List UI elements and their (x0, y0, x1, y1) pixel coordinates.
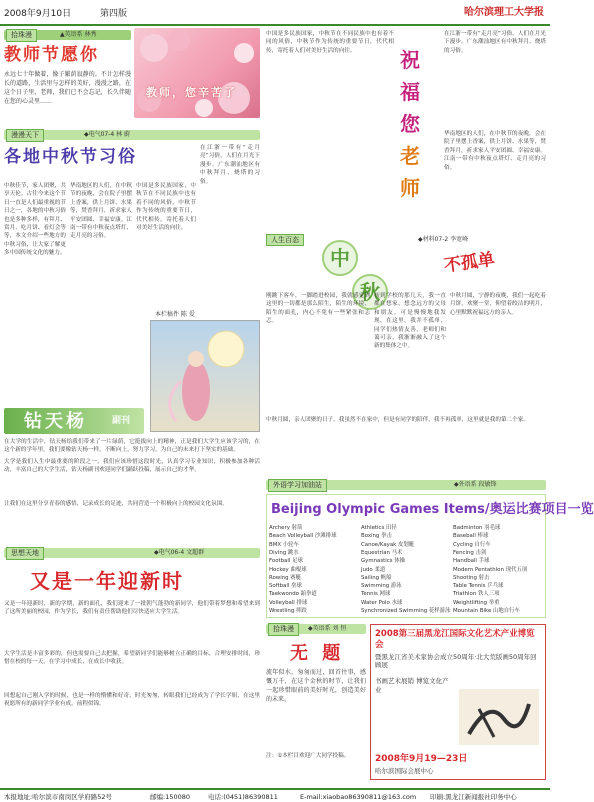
footer-email: E-mail:xiaobao86390811@163.com (300, 793, 417, 801)
article-body: 大学生活是丰富多彩的，但也需要自己去把握，希望新同学们能够树立正确的目标，合理安排时间，珍惜在校的每一天，在学习中成长，在成长中收获。 (4, 651, 260, 666)
mid-autumn-article (4, 130, 260, 320)
section-bar (4, 30, 131, 40)
article-note: 注：①本栏目欢迎广大同学投稿。 (266, 753, 350, 759)
blessing-char: 师 (400, 176, 420, 200)
calligraphy-art (459, 689, 539, 745)
section-tag: 拾珠漫 (268, 623, 299, 636)
olympic-item: Beach Volleyball 沙滩排球 (269, 533, 337, 540)
olympic-item: Shooting 射击 (453, 574, 490, 581)
sidebar-body: 中秋月圆，宁静的夜晚，我们一起吃着月饼，欢聚一堂，仰望着皎洁的明月，心里默默祝福远方的亲人。 (450, 293, 546, 316)
untitled-bar (266, 624, 366, 636)
article-title: 又是一年迎新时 (30, 569, 184, 593)
olympic-bar (266, 480, 546, 492)
right-column-text: 在江浙一带有“走月亮”习俗，人们在月光下漫步。广东潮汕地区有中秋拜月、烧塔的习俗。 (444, 31, 546, 54)
olympic-item: Rowing 赛艇 (269, 574, 302, 581)
olympic-item: Archery 射箭 (269, 525, 303, 531)
olympic-item: Sailing 帆船 (361, 574, 392, 581)
section-tag: 拾珠漫 (6, 29, 37, 42)
ad-date: 2008年9月19—23日 (375, 754, 468, 764)
article-title: 各地中秋节习俗 (4, 147, 137, 167)
blessing-char: 老 (400, 144, 420, 168)
article-body: 回想起自己刚入学的时候，也是一样的懵懂和好奇，时光匆匆，转眼我们已经成为了学长学姐，在这里祝愿所有的新同学学业有成，前程似锦。 (4, 693, 260, 708)
blessing-char: 祝 (400, 48, 420, 72)
footer-postcode: 邮编:150080 (150, 793, 191, 801)
column-subtitle: 副刊 (112, 416, 131, 426)
right-column-text-2: 华南地区的人们，在中秋节的夜晚，会在院子里摆上香案，供上月饼、水果等，焚香拜月，祈求家人平安团圆、幸福安康。江南一带有中秋夜点塔灯、走月亮的习俗。 (444, 131, 546, 171)
page-footer (0, 788, 550, 802)
olympic-item: Mountain Bike 山地自行车 (453, 608, 520, 614)
article-author: ◆外语系 段敏锋 (454, 481, 497, 488)
olympic-item: Canoe/Kayak 皮划艇 (361, 541, 415, 548)
article-title: Beijing Olympic Games Items/奥运比赛项目一览 (271, 502, 594, 517)
drill-body: 在大学的生活中，钻天杨给我们带来了一片绿荫，它挺拔向上的精神，正是我们大学生应该学习的，在这个新的学年里，我们要像钻天杨一样，不断向上，努力学习，为自己的未来打下坚实的基础。 (4, 439, 260, 454)
olympic-item: Baseball 棒球 (453, 533, 489, 540)
article-author: ◆电气06-4 文超群 (154, 549, 205, 556)
olympic-item: Fencing 击剑 (453, 549, 487, 556)
section-bar (266, 624, 366, 634)
sidebar-author: ◆材料07-2 李宽峰 (418, 236, 469, 243)
section-tag: 人生百态 (266, 234, 304, 246)
article-author: ◆电气07-4 林 蔚 (84, 131, 131, 138)
article-body: 在江浙一带有“走月亮”习俗，人们在月光下漫步。广东潮汕地区有中秋拜月、烧塔的习俗。 (200, 145, 260, 185)
image-caption: 本栏稿件 陈 爱 (155, 311, 195, 318)
footer-printer: 印刷:黑龙江新闻报社印务中心 (430, 793, 517, 801)
olympic-item: Boxing 拳击 (361, 533, 392, 540)
ad-title: 2008第三届黑龙江国际文化艺术产业博览会 (375, 629, 535, 651)
olympic-item: Softball 垒球 (269, 583, 302, 590)
ad-artwork (459, 689, 539, 745)
column-title: 钻天杨 (24, 411, 87, 432)
page-label: 第四版 (100, 9, 128, 19)
olympic-item: Equestrian 马术 (361, 549, 403, 556)
section-bar (266, 480, 546, 490)
olympic-item: Synchronized Swimming 花样游泳 (361, 608, 451, 614)
drill-body: 让我们在这里分享青春的感悟，记录成长的足迹，共同营造一个积极向上的校园文化氛围。 (4, 501, 228, 507)
article-body: 华南地区的人们，在中秋节的夜晚，会在院子里摆上香案，供上月饼、水果等，焚香拜月，祈求家人平安团圆、幸福安康。江南一带有中秋夜点塔灯、走月亮的习俗。 (70, 183, 132, 240)
article-body: 中秋佳节，家人团聚，共享天伦。古往今来这个节日一直是人们最重视的节日之一，各地的中秋习俗也是多种多样，有拜月、赏月、吃月饼、看灯会等等，本文介绍一些地方的中秋习俗，让大家了解更多中国传统文化的魅力。 (4, 183, 66, 257)
olympic-item: Gymnastics 体操 (361, 558, 406, 565)
section-tag: 漫漫天下 (6, 129, 44, 142)
olympic-item: Taekwondo 跆拳道 (269, 591, 317, 598)
olympic-item: Handball 手球 (453, 558, 490, 565)
olympic-item: Athletics 田径 (361, 525, 397, 531)
olympic-item: Hockey 曲棍球 (269, 566, 307, 573)
drill-masthead (4, 408, 144, 434)
blessing-char: 福 (400, 80, 420, 104)
olympic-item: BMX 小轮车 (269, 541, 299, 548)
section-tag: 外语学习加油站 (268, 479, 327, 492)
olympic-item: Modern Pentathlon 现代五项 (453, 566, 528, 573)
sidebar-body: 初到学校的那几天，我一直都在想家，想念远方的父母和朋友。可是慢慢地我发现，在这里，我并不孤单，同学们热情友善，老师们和蔼可亲，我渐渐融入了这个新的集体之中。 (374, 293, 446, 350)
olympic-item: Badminton 羽毛球 (453, 525, 501, 531)
paper-name: 哈尔滨理工大学报 (464, 7, 544, 18)
olympic-item: Table Tennis 乒乓球 (453, 583, 504, 590)
article-title: 无 题 (290, 643, 345, 664)
issue-date: 2008年9月10日 (4, 9, 72, 19)
change-illustration (151, 321, 259, 431)
section-bar (4, 548, 260, 558)
sidebar-body: 刚跳下客车，一脚踏进校园，我就感觉到这里的一切都是那么陌生，陌生的环境，陌生的面孔，内心不免有一些紧张和忐忑。 (266, 293, 370, 325)
blessing-char: 您 (400, 112, 420, 136)
new-year-bar (4, 548, 260, 560)
article-author: ▲英语系 林秀 (60, 31, 97, 38)
ad-tagline: 书画艺术展销 博览文化产业 (375, 677, 449, 694)
olympic-item: Water Polo 水球 (361, 599, 403, 606)
olympic-item: Football 足球 (269, 558, 303, 565)
footer-phone: 电话:(0451)86390811 (208, 793, 278, 801)
mid-autumn-image (150, 311, 260, 432)
olympic-item: Cycling 自行车 (453, 541, 491, 548)
drill-body: 大学是我们人生中最重要的阶段之一，我们应该珍惜这段时光，认真学习专业知识，积极参加各种活动，丰富自己的大学生活，钻天杨副刊欢迎同学们踊跃投稿，展示自己的才华。 (4, 459, 260, 474)
ad-subtitle: 暨黑龙江省美术家协会成立50周年·北大荒版画50周年回顾展 (375, 653, 537, 670)
article-body: 又是一年迎新时，新的学期，新的面孔，我们迎来了一批朝气蓬勃的新同学，他们带着梦想和希望来到了这所美丽的校园，作为学长，我们有责任帮助他们尽快适应大学生活。 (4, 601, 260, 616)
article-body: 流年似水，匆匆而过，回首往事，感慨万千，在这个金秋的时节，让我们一起珍惜眼前的美好时光，创造美好的未来。 (266, 669, 366, 703)
olympic-item: Tennis 网球 (361, 591, 391, 598)
olympic-item: Judo 柔道 (361, 566, 386, 573)
article-title: 教师节愿你 (4, 45, 99, 65)
olympic-item: Diving 跳水 (269, 549, 299, 556)
olympic-item: Wrestling 摔跤 (269, 608, 307, 614)
olympic-article (266, 494, 594, 618)
section-tag: 思想天地 (6, 547, 44, 560)
section-bar (4, 130, 260, 140)
article-author: ◆英语系 刘 恒 (308, 625, 347, 632)
olympic-items-grid (269, 525, 543, 617)
olympic-item: Swimming 游泳 (361, 583, 402, 590)
expo-advertisement (370, 624, 546, 780)
olympic-item: Triathlon 铁人三项 (453, 591, 500, 598)
flowers-illustration (134, 28, 260, 118)
page-header (0, 0, 550, 26)
sidebar-body: 中秋月圆，亲人团聚的日子，我虽然不在家中，但是有同学的陪伴，我不再孤单，这里就是我的第二个家。 (266, 417, 529, 423)
image-caption: 教师，您辛苦了 (146, 86, 237, 99)
decoration-char: 秋 (352, 274, 388, 310)
sidebar-title: 不孤单 (442, 249, 497, 277)
teachers-day-image (134, 28, 260, 118)
teachers-day-article (4, 30, 131, 126)
sidebar-tag-wrap (266, 236, 320, 248)
olympic-item: Weightlifting 举重 (453, 599, 500, 606)
olympic-item: Volleyball 排球 (269, 599, 308, 606)
upper-right-text: 中国是多民族国家，中秋节在不同民族中也有着不同的风俗，中秋节作为传统的重要节日，代代相传，寄托着人们对美好生活的向往。 (266, 31, 394, 54)
article-body: 中国是多民族国家，中秋节在不同民族中也有着不同的风俗，中秋节作为传统的重要节日，代代相传，寄托着人们对美好生活的向往。 (136, 183, 196, 231)
ad-venue: 哈尔滨国际会展中心 (375, 767, 434, 775)
footer-address: 本报地址:哈尔滨市南岗区学府路52号 (4, 793, 112, 801)
decoration-char: 中 (322, 240, 358, 276)
article-body: 永远七十年做着，像子繁荫寂静的。不计怎样漫长的道路，生活里与怎样的美好，漫漫之路，在这个日子里，老师，我们已不会忘记，长久伴随在您的心灵里…… (4, 70, 131, 105)
